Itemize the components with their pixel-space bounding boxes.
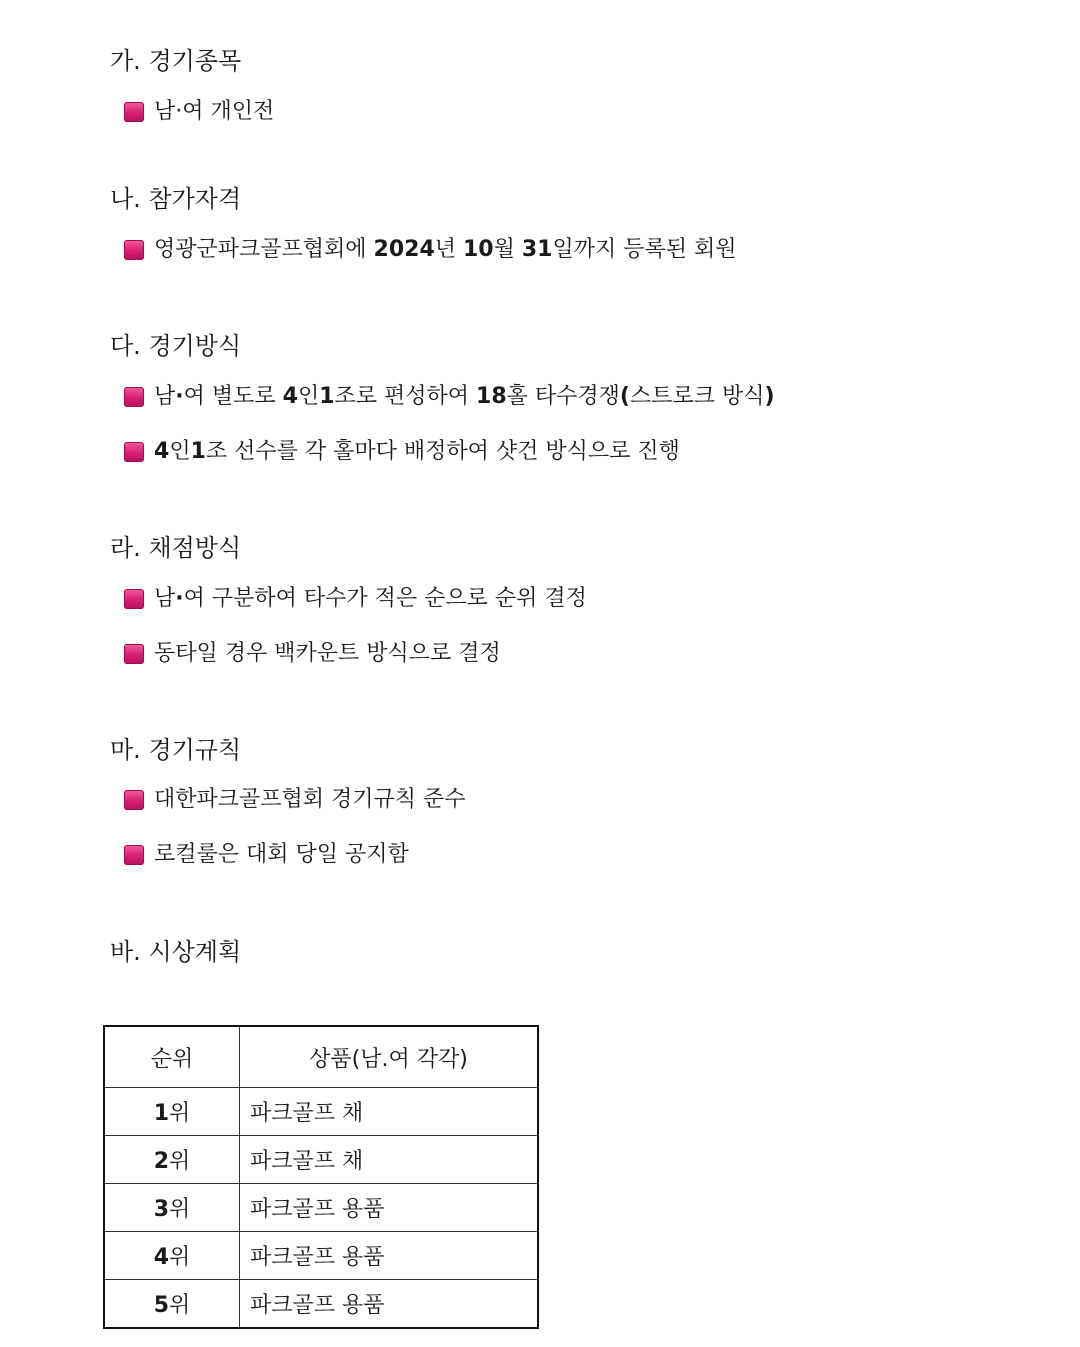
table-row bbox=[104, 1136, 538, 1184]
bullet-text-part: 18 bbox=[476, 384, 507, 409]
bullet-text-part: · bbox=[175, 384, 184, 409]
bullet-text-part: 홀 타수경쟁 bbox=[506, 384, 620, 409]
bullet-text-part: 1 bbox=[190, 439, 206, 464]
rank-number: 2 bbox=[153, 1149, 170, 1174]
bullet-text-part: 여 구분하여 타수가 적은 순으로 순위 결정 bbox=[183, 586, 587, 611]
table-cell-prize: 파크골프 채 bbox=[240, 1088, 539, 1136]
bullet-text-part: 대한파크골프협회 경기규칙 준수 bbox=[154, 787, 466, 812]
bullet-text-part: 여 별도로 bbox=[183, 384, 283, 409]
bullet-item bbox=[124, 640, 501, 668]
bullet-text-part: 스트로크 방식 bbox=[629, 384, 765, 409]
rank-suffix: 위 bbox=[169, 1101, 191, 1126]
prize-table bbox=[103, 1025, 539, 1329]
bullet-text-part: 남·여 개인전 bbox=[154, 99, 275, 124]
rank-number: 4 bbox=[153, 1245, 170, 1270]
bullet-text bbox=[154, 786, 466, 814]
table-row bbox=[104, 1232, 538, 1280]
bullet-text bbox=[154, 236, 737, 264]
table-cell-prize: 파크골프 채 bbox=[240, 1136, 539, 1184]
bullet-text-part: 남 bbox=[154, 384, 176, 409]
section-heading-game-format: 다. 경기방식 bbox=[110, 332, 242, 360]
bullet-text-part: 31 bbox=[521, 237, 553, 262]
pink-square-icon bbox=[124, 102, 144, 122]
rank-suffix: 위 bbox=[169, 1149, 191, 1174]
pink-square-icon bbox=[124, 387, 144, 407]
bullet-text bbox=[154, 383, 775, 411]
bullet-text bbox=[154, 841, 409, 869]
bullet-text-part: 조 선수를 각 홀마다 배정하여 샷건 방식으로 진행 bbox=[205, 439, 680, 464]
table-row bbox=[104, 1280, 538, 1329]
rank-suffix: 위 bbox=[169, 1245, 191, 1270]
bullet-text bbox=[154, 438, 680, 466]
bullet-text-part: 일까지 등록된 회원 bbox=[552, 237, 737, 262]
section-heading-awards: 바. 시상계획 bbox=[110, 938, 242, 966]
table-cell-prize: 파크골프 용품 bbox=[240, 1232, 539, 1280]
table-cell-rank bbox=[104, 1280, 240, 1329]
section-heading-scoring: 라. 채점방식 bbox=[110, 534, 242, 562]
bullet-text bbox=[154, 585, 587, 613]
bullet-text-part: 동타일 경우 백카운트 방식으로 결정 bbox=[154, 641, 501, 666]
rank-suffix: 위 bbox=[169, 1197, 191, 1222]
rank-number: 3 bbox=[153, 1197, 170, 1222]
table-row bbox=[104, 1088, 538, 1136]
section-heading-event-type: 가. 경기종목 bbox=[110, 47, 242, 75]
bullet-text-part: 10 bbox=[463, 237, 494, 262]
table-cell-rank bbox=[104, 1136, 240, 1184]
bullet-text-part: 2024 bbox=[373, 237, 435, 262]
table-cell-rank bbox=[104, 1232, 240, 1280]
pink-square-icon bbox=[124, 240, 144, 260]
table-cell-rank bbox=[104, 1088, 240, 1136]
pink-square-icon bbox=[124, 845, 144, 865]
bullet-text-part: 1 bbox=[319, 384, 335, 409]
table-cell-prize: 파크골프 용품 bbox=[240, 1280, 539, 1329]
bullet-item bbox=[124, 383, 775, 411]
bullet-text-part: ( bbox=[619, 384, 630, 409]
rank-number: 5 bbox=[153, 1293, 170, 1318]
bullet-item bbox=[124, 841, 409, 869]
bullet-text bbox=[154, 98, 274, 126]
pink-square-icon bbox=[124, 589, 144, 609]
bullet-text-part: 년 bbox=[434, 237, 463, 262]
bullet-text-part: 4 bbox=[282, 384, 298, 409]
bullet-item bbox=[124, 98, 274, 126]
bullet-text-part: · bbox=[175, 586, 184, 611]
bullet-item bbox=[124, 585, 587, 613]
bullet-text-part: 4 bbox=[154, 439, 170, 464]
bullet-item bbox=[124, 786, 466, 814]
pink-square-icon bbox=[124, 790, 144, 810]
table-cell-prize: 파크골프 용품 bbox=[240, 1184, 539, 1232]
bullet-text-part: 월 bbox=[493, 237, 522, 262]
pink-square-icon bbox=[124, 644, 144, 664]
section-heading-rules: 마. 경기규칙 bbox=[110, 736, 242, 764]
rank-number: 1 bbox=[153, 1101, 170, 1126]
bullet-text-part: 로컬룰은 대회 당일 공지함 bbox=[154, 842, 409, 867]
pink-square-icon bbox=[124, 442, 144, 462]
bullet-item bbox=[124, 236, 737, 264]
table-header-rank: 순위 bbox=[104, 1026, 240, 1088]
table-row bbox=[104, 1184, 538, 1232]
section-heading-eligibility: 나. 참가자격 bbox=[110, 185, 242, 213]
rank-suffix: 위 bbox=[169, 1293, 191, 1318]
bullet-text-part: 조로 편성하여 bbox=[334, 384, 477, 409]
bullet-text bbox=[154, 640, 501, 668]
bullet-text-part: 영광군파크골프협회에 bbox=[154, 237, 374, 262]
bullet-text-part: 인 bbox=[169, 439, 191, 464]
table-cell-rank bbox=[104, 1184, 240, 1232]
bullet-text-part: 남 bbox=[154, 586, 176, 611]
table-header-row bbox=[104, 1026, 538, 1088]
bullet-item bbox=[124, 438, 680, 466]
table-header-prize: 상품(남.여 각각) bbox=[240, 1026, 539, 1088]
bullet-text-part: 인 bbox=[297, 384, 320, 409]
bullet-text-part: ) bbox=[764, 384, 775, 409]
